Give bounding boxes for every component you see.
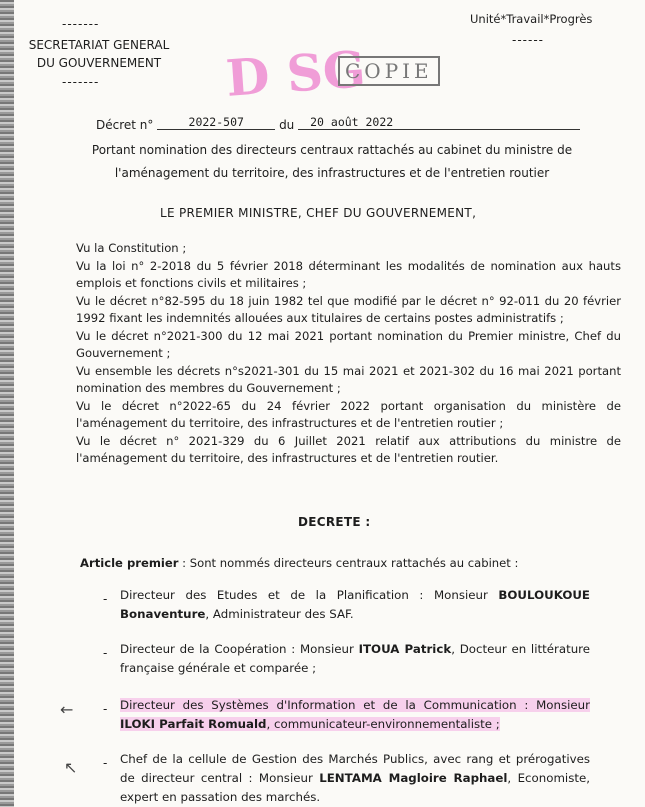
decree-subject: Portant nomination des directeurs centraux rattachés au cabinet du ministre de l'aménagement du territoire, des infrastructures et de l'entretien routier: [91, 143, 573, 180]
decrete-heading: DECRETE :: [298, 515, 371, 529]
appointment-2: [120, 640, 590, 678]
motto-dashes: ------: [512, 33, 544, 47]
appointee-name: ITOUA Patrick: [358, 642, 452, 656]
appointment-3: [120, 696, 590, 734]
appointment-role: Directeur de la Coopération : Monsieur: [120, 642, 359, 656]
appointee-name: LENTAMA Magloire Raphael: [319, 771, 508, 785]
header-dashes-bottom: -------: [62, 75, 100, 89]
secretariat-line1: SECRETARIAT GENERAL: [28, 38, 170, 52]
handwritten-tick-mark: ↖: [64, 758, 78, 777]
visa-7: Vu le décret n° 2021-329 du 6 Juillet 2021 relatif aux attributions du ministre de l'aménagement du territoire, des infrastructures et de l'entretien routier.: [76, 433, 621, 465]
article-text: : Sont nommés directeurs centraux rattachés au cabinet :: [178, 556, 519, 570]
appointee-name: ILOKI Parfait Romuald: [120, 717, 267, 731]
appointment-role: Chef de la cellule de Gestion des Marchés Publics, avec rang et prérogatives de directeur central : Monsieur: [120, 752, 590, 785]
decree-prefix: Décret n°: [96, 118, 154, 132]
scan-binding-edge: [0, 0, 14, 807]
secretariat-line2: DU GOUVERNEMENT: [36, 56, 162, 70]
visa-4: Vu le décret n°2021-300 du 12 mai 2021 portant nomination du Premier ministre, Chef du Gouvernement ;: [76, 328, 621, 360]
decree-date: 20 août 2022: [298, 115, 580, 130]
visa-2: Vu la loi n° 2-2018 du 5 février 2018 déterminant les modalités de nomination aux hauts emplois et fonctions civils et militaires ;: [76, 258, 621, 290]
handwritten-tick-mark: ←: [60, 700, 74, 719]
appointment-role: Directeur des Etudes et de la Planification : Monsieur: [120, 588, 499, 602]
appointment-1: [120, 586, 590, 624]
appointment-role: Directeur des Systèmes d'Information et de la Communication : Monsieur: [120, 698, 590, 712]
article-premier: [80, 556, 518, 570]
article-label: Article premier: [80, 556, 179, 570]
appointment-detail: , Administrateur des SAF.: [205, 607, 354, 621]
bullet: -: [103, 702, 108, 716]
handwritten-mark: D SG: [224, 39, 368, 108]
bullet: -: [103, 592, 108, 606]
appointment-detail: , communicateur-environnementaliste ;: [266, 717, 500, 731]
decree-ref-line: [96, 115, 580, 133]
bullet: -: [103, 756, 108, 770]
decree-number: 2022-507: [157, 115, 275, 130]
decree-date-label: du: [279, 118, 295, 132]
motto: Unité*Travail*Progrès: [470, 12, 593, 26]
appointment-4: [120, 750, 590, 807]
copie-stamp: COPIE: [338, 56, 440, 86]
appointment-detail: , Economiste, expert en passation des marchés.: [120, 771, 590, 804]
visas-block: [76, 240, 621, 468]
visa-6: Vu le décret n°2022-65 du 24 février 2022 portant organisation du ministère de l'aménagement du territoire, des infrastructures et de l'entretien routier ;: [76, 398, 621, 430]
visa-5: Vu ensemble les décrets n°s2021-301 du 15 mai 2021 et 2021-302 du 16 mai 2021 portant nomination des membres du Gouvernement ;: [76, 363, 621, 395]
appointee-name: BOULOUKOUE Bonaventure: [120, 588, 590, 621]
header-dashes-top: -------: [62, 17, 100, 31]
visa-3: Vu le décret n°82-595 du 18 juin 1982 tel que modifié par le décret n° 92-011 du 20 février 1992 fixant les indemnités allouées aux titulaires de certains postes administratifs ;: [76, 293, 621, 325]
authority-heading: LE PREMIER MINISTRE, CHEF DU GOUVERNEMENT,: [160, 206, 477, 220]
appointment-detail: , Docteur en littérature française générale et comparée ;: [120, 642, 591, 675]
bullet: -: [103, 646, 108, 660]
visa-1: Vu la Constitution ;: [76, 241, 187, 255]
